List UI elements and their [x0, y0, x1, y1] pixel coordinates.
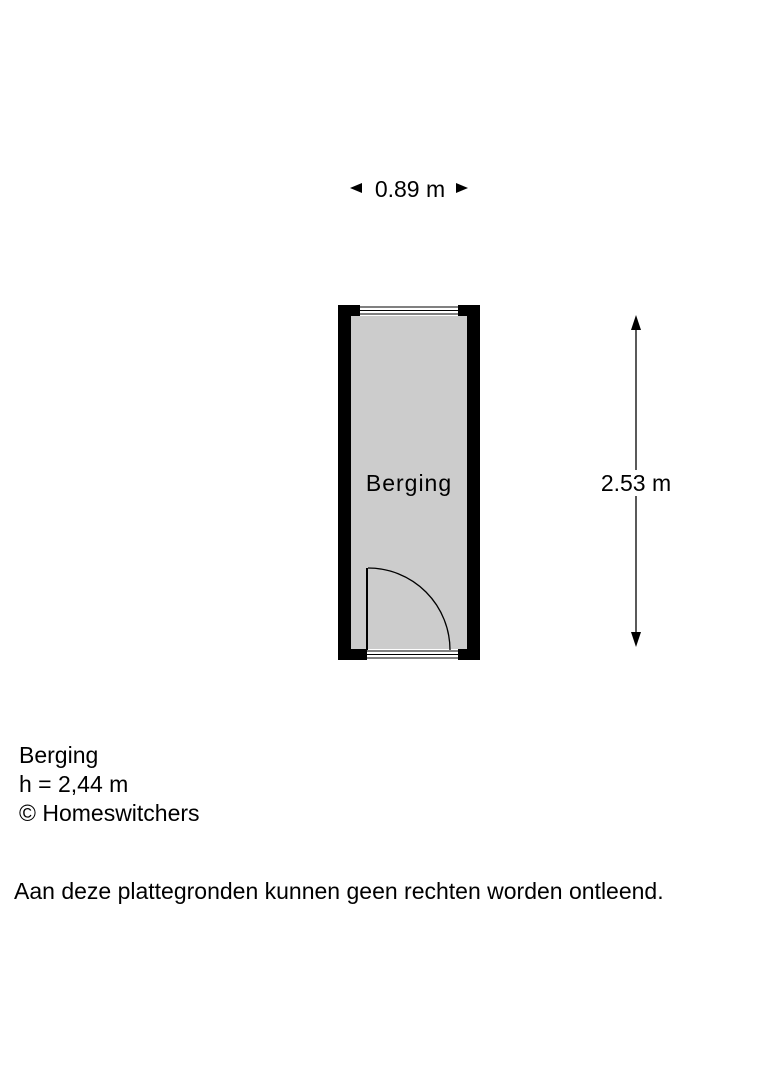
disclaimer-text: Aan deze plattegronden kunnen geen rechten worden ontleend. — [14, 878, 664, 904]
height-dimension — [596, 315, 676, 647]
arrow-left-icon — [350, 183, 362, 193]
wall-right — [467, 305, 480, 660]
arrow-right-icon — [456, 183, 468, 193]
plan-caption — [19, 741, 200, 828]
room-label: Berging — [365, 470, 453, 496]
window-bottom — [351, 649, 467, 660]
window-top — [351, 305, 467, 316]
caption-ceiling-height: h = 2,44 m — [19, 771, 129, 797]
height-dimension-label: 2.53 m — [600, 470, 672, 496]
caption-room-name: Berging — [19, 742, 99, 768]
arrow-up-icon — [631, 315, 641, 330]
room-berging — [338, 305, 480, 660]
width-dimension-label: 0.89 m — [374, 176, 446, 202]
width-dimension — [350, 176, 468, 202]
arrow-down-icon — [631, 632, 641, 647]
caption-copyright: © Homeswitchers — [19, 800, 200, 826]
wall-left — [338, 305, 351, 660]
